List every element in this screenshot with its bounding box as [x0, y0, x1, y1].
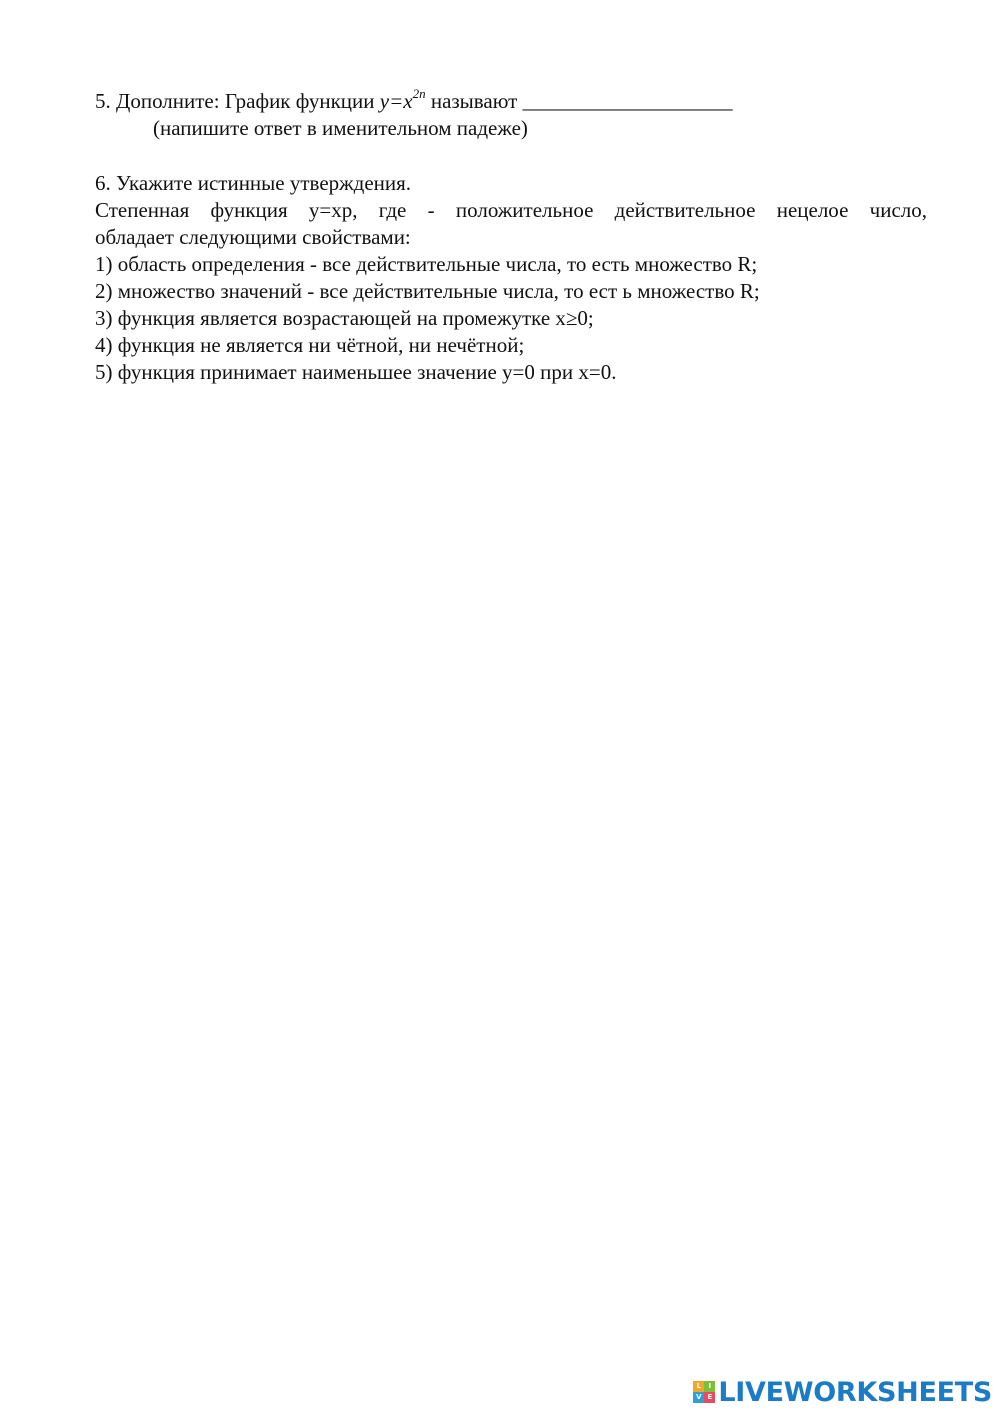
formula-base: y=x: [379, 89, 413, 113]
liveworksheets-logo-mark: [693, 1381, 715, 1403]
logo-mark-letter: V: [693, 1392, 704, 1403]
question-5-formula: [379, 86, 426, 113]
question-6-intro-line1: Степенная функция y=xp, где - положительное действительное нецелое число,: [95, 198, 927, 222]
logo-mark-letter: E: [704, 1392, 715, 1403]
statement-3[interactable]: 3) функция является возрастающей на промежутке x≥0;: [95, 306, 594, 330]
logo-mark-letter: I: [704, 1381, 715, 1392]
liveworksheets-logo: [693, 1377, 992, 1407]
liveworksheets-logo-text: LIVEWORKSHEETS: [718, 1376, 992, 1408]
question-6-intro-line2: обладает следующими свойствами:: [95, 225, 411, 249]
formula-exponent: 2n: [412, 86, 426, 101]
statement-1[interactable]: 1) область определения - все действительные числа, то есть множество R;: [95, 252, 758, 276]
question-6-title: 6. Укажите истинные утверждения.: [95, 171, 412, 195]
question-5-line: [95, 88, 733, 114]
statement-4[interactable]: 4) функция не является ни чётной, ни нечётной;: [95, 333, 525, 357]
question-5-suffix: называют: [425, 89, 523, 113]
statement-5[interactable]: 5) функция принимает наименьшее значение y=0 при x=0.: [95, 360, 617, 384]
answer-blank[interactable]: ____________________: [522, 89, 733, 113]
statement-2[interactable]: 2) множество значений - все действительные числа, то ест ь множество R;: [95, 279, 760, 303]
question-5-prefix: 5. Дополните: График функции: [95, 89, 380, 113]
question-5-note: (напишите ответ в именительном падеже): [153, 116, 528, 140]
logo-mark-letter: L: [693, 1381, 704, 1392]
